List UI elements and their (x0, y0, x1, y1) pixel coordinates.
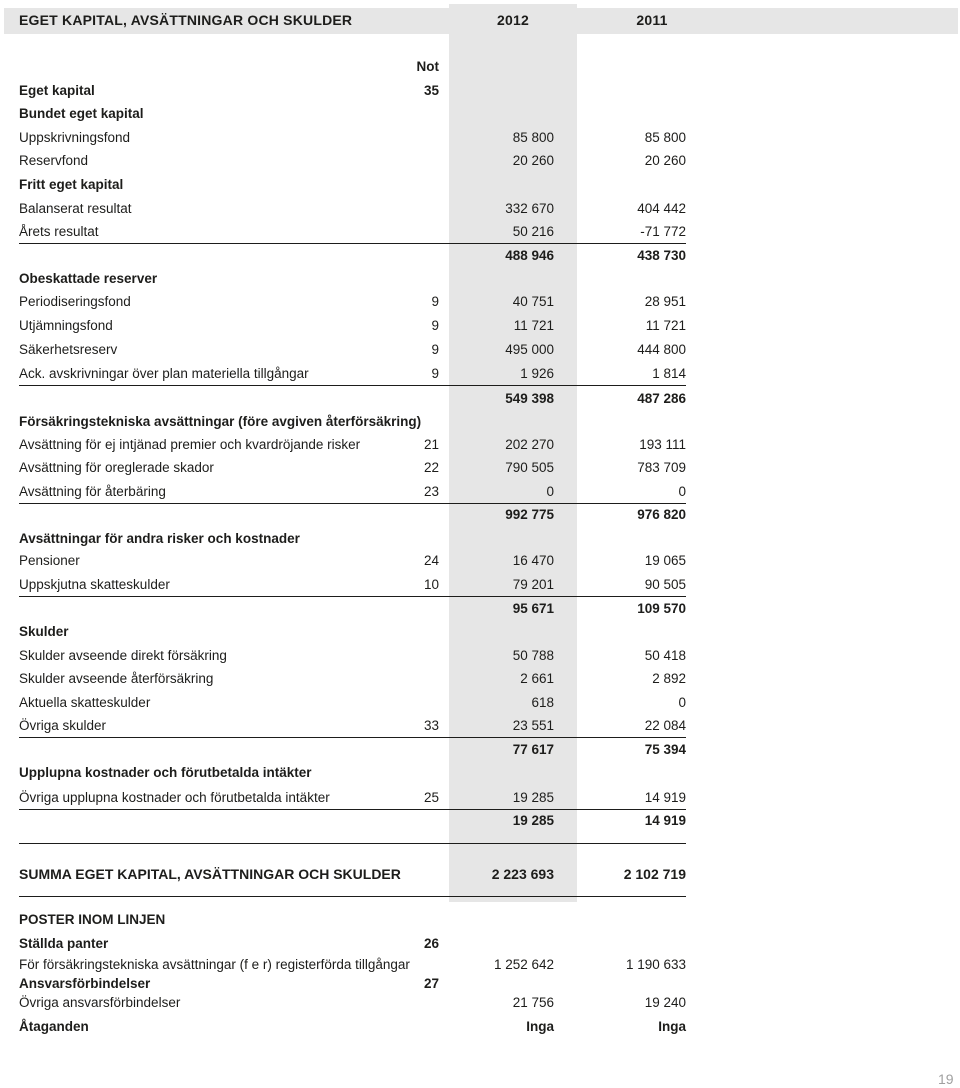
column-header-2011: 2011 (636, 12, 668, 28)
value-2011: 20 260 (644, 153, 686, 168)
value-2011: 438 730 (637, 248, 686, 263)
row-label: POSTER INOM LINJEN (19, 912, 166, 927)
row-note: 35 (423, 83, 439, 98)
table-row (0, 648, 960, 670)
value-2011: 783 709 (637, 460, 686, 475)
section-divider (19, 896, 686, 897)
value-2012: 16 470 (512, 553, 554, 568)
row-note: 25 (423, 790, 439, 805)
column-header-2012: 2012 (497, 12, 529, 28)
row-label: Balanserat resultat (19, 201, 132, 216)
section-divider (19, 843, 686, 844)
subtotal-rule (19, 503, 686, 504)
row-note: 24 (423, 553, 439, 568)
value-2012: 77 617 (512, 742, 554, 757)
table-row (0, 437, 960, 459)
row-label: Skulder (19, 624, 69, 639)
value-2011: 50 418 (644, 648, 686, 663)
row-label: Avsättning för oreglerade skador (19, 460, 214, 475)
row-label: Bundet eget kapital (19, 106, 144, 121)
row-note: 26 (423, 936, 439, 951)
value-2011: 444 800 (637, 342, 686, 357)
value-2012: 1 252 642 (493, 957, 554, 972)
row-note: 27 (423, 976, 439, 991)
subtotal-rule (19, 809, 686, 810)
value-2012: 50 216 (512, 224, 554, 239)
row-label: Ställda panter (19, 936, 109, 951)
value-2011: 487 286 (637, 391, 686, 406)
value-2011: 22 084 (644, 718, 686, 733)
not-column-header: Not (416, 59, 439, 74)
row-label: Avsättning för ej intjänad premier och kvardröjande risker (19, 437, 361, 452)
value-2011: 404 442 (637, 201, 686, 216)
value-2011: 90 505 (644, 577, 686, 592)
row-note: 9 (431, 342, 439, 357)
value-2012: 11 721 (513, 318, 554, 333)
table-row (0, 813, 960, 835)
value-2012: 549 398 (505, 391, 554, 406)
value-2012: 50 788 (512, 648, 554, 663)
row-note: 9 (431, 294, 439, 309)
table-row (0, 936, 960, 958)
row-label: Fritt eget kapital (19, 177, 124, 192)
value-2011: 11 721 (645, 318, 686, 333)
table-row (0, 742, 960, 764)
value-2012: 0 (546, 484, 554, 499)
table-row (0, 271, 960, 293)
row-label: SUMMA EGET KAPITAL, AVSÄTTNINGAR OCH SKULDER (19, 866, 401, 882)
value-2011: 0 (678, 484, 686, 499)
value-2011: 19 065 (644, 553, 686, 568)
value-2011: 0 (678, 695, 686, 710)
row-note: 21 (423, 437, 439, 452)
row-label: Avsättningar för andra risker och kostnader (19, 531, 300, 546)
row-label: Skulder avseende direkt försäkring (19, 648, 227, 663)
row-label: Uppskjutna skatteskulder (19, 577, 170, 592)
table-row (0, 414, 960, 436)
subtotal-rule (19, 243, 686, 244)
subtotal-rule (19, 385, 686, 386)
row-label: Aktuella skatteskulder (19, 695, 151, 710)
value-2012: 40 751 (512, 294, 554, 309)
value-2011: 109 570 (637, 601, 686, 616)
value-2011: 1 190 633 (625, 957, 686, 972)
value-2012: 19 285 (512, 790, 554, 805)
table-row (0, 624, 960, 646)
row-label: Uppskrivningsfond (19, 130, 131, 145)
value-2012: 2 223 693 (491, 866, 554, 882)
table-row (0, 553, 960, 575)
value-2012: 2 661 (520, 671, 554, 686)
row-label: Åtaganden (19, 1019, 89, 1034)
row-label: Årets resultat (19, 224, 99, 239)
value-2012: 21 756 (512, 995, 554, 1010)
subtotal-rule (19, 737, 686, 738)
value-2011: 19 240 (644, 995, 686, 1010)
row-label: Reservfond (19, 153, 89, 168)
row-note: 23 (423, 484, 439, 499)
row-label: Eget kapital (19, 83, 95, 98)
table-row (0, 912, 960, 934)
table-title: EGET KAPITAL, AVSÄTTNINGAR OCH SKULDER (19, 12, 353, 28)
table-row (0, 460, 960, 482)
value-2011: 75 394 (644, 742, 686, 757)
table-row (0, 342, 960, 364)
value-2012: 79 201 (512, 577, 554, 592)
row-note: 22 (423, 460, 439, 475)
table-row (0, 671, 960, 693)
row-label: Avsättning för återbäring (19, 484, 166, 499)
page-number: 19 (938, 1071, 954, 1087)
value-2012: 1 926 (520, 366, 554, 381)
row-label: För försäkringstekniska avsättningar (f e r) registerförda tillgångar (19, 957, 410, 972)
table-row (0, 248, 960, 270)
value-2011: 2 102 719 (623, 866, 686, 882)
row-label: Pensioner (19, 553, 80, 568)
value-2012: 20 260 (512, 153, 554, 168)
value-2012: 19 285 (512, 813, 554, 828)
value-2012: 488 946 (505, 248, 554, 263)
summary-row (0, 866, 960, 888)
row-label: Övriga skulder (19, 718, 107, 733)
value-2011: 976 820 (637, 507, 686, 522)
table-row (0, 106, 960, 128)
row-label: Övriga upplupna kostnader och förutbetalda intäkter (19, 790, 330, 805)
value-2012: 95 671 (512, 601, 554, 616)
value-2012: 23 551 (512, 718, 554, 733)
value-2011: 1 814 (652, 366, 686, 381)
value-2011: Inga (658, 1019, 686, 1034)
value-2012: 495 000 (505, 342, 554, 357)
row-label: Obeskattade reserver (19, 271, 158, 286)
row-label: Ansvarsförbindelser (19, 976, 151, 991)
row-label: Ack. avskrivningar över plan materiella tillgångar (19, 366, 309, 381)
value-2011: 193 111 (639, 437, 686, 452)
value-2011: -71 772 (640, 224, 686, 239)
row-label: Periodiseringsfond (19, 294, 131, 309)
value-2012: 202 270 (505, 437, 554, 452)
value-2011: 85 800 (644, 130, 686, 145)
row-label: Säkerhetsreserv (19, 342, 118, 357)
value-2011: 14 919 (644, 813, 686, 828)
value-2012: 332 670 (505, 201, 554, 216)
table-row (0, 318, 960, 340)
table-row (0, 601, 960, 623)
row-label: Försäkringstekniska avsättningar (före avgiven återförsäkring) (19, 414, 422, 429)
value-2012: 85 800 (512, 130, 554, 145)
value-2011: 28 951 (644, 294, 686, 309)
table-row (0, 531, 960, 553)
value-2011: 2 892 (652, 671, 686, 686)
value-2012: 992 775 (505, 507, 554, 522)
table-row (0, 391, 960, 413)
subtotal-rule (19, 596, 686, 597)
row-label: Övriga ansvarsförbindelser (19, 995, 181, 1010)
value-2012: 618 (531, 695, 554, 710)
value-2011: 14 919 (644, 790, 686, 805)
row-label: Skulder avseende återförsäkring (19, 671, 214, 686)
value-2012: 790 505 (505, 460, 554, 475)
table-row (0, 765, 960, 787)
table-row (0, 177, 960, 199)
row-note: 10 (423, 577, 439, 592)
table-row (0, 201, 960, 223)
table-row (0, 130, 960, 152)
row-note: 9 (431, 366, 439, 381)
row-note: 9 (431, 318, 439, 333)
table-row (0, 507, 960, 529)
not-header-row (0, 59, 960, 81)
value-2012: Inga (526, 1019, 554, 1034)
table-row (0, 1019, 960, 1041)
table-row (0, 294, 960, 316)
table-row (0, 995, 960, 1017)
row-label: Upplupna kostnader och förutbetalda intäkter (19, 765, 312, 780)
row-note: 33 (423, 718, 439, 733)
row-label: Utjämningsfond (19, 318, 113, 333)
table-row (0, 695, 960, 717)
table-row (0, 153, 960, 175)
table-row (0, 83, 960, 105)
